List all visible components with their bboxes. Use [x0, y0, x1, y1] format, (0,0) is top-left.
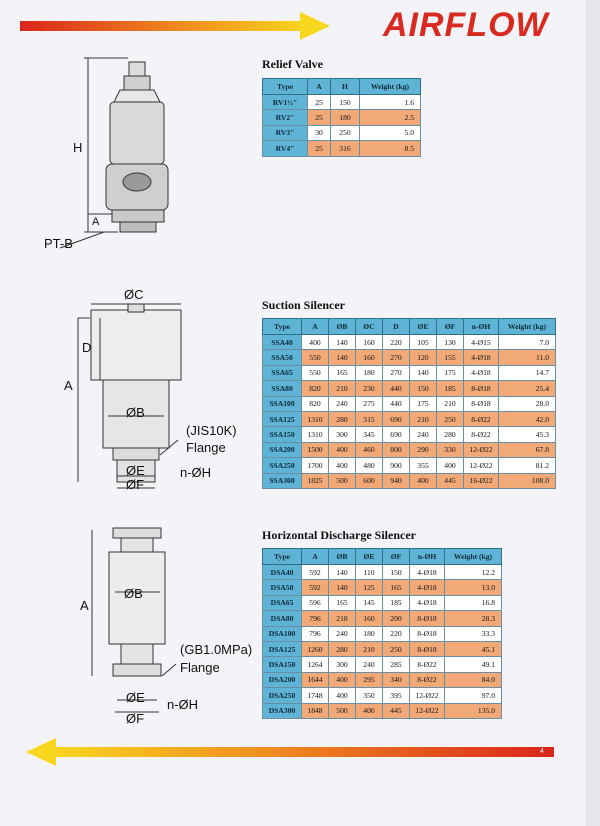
- table-cell: 8.5: [360, 141, 421, 156]
- table-row: [263, 125, 421, 140]
- table-cell: 460: [356, 442, 383, 457]
- table-row: [263, 95, 421, 110]
- table-cell: 210: [410, 411, 437, 426]
- table-cell: 220: [383, 626, 410, 641]
- type-cell: SSA100: [263, 396, 302, 411]
- type-cell: SSA300: [263, 473, 302, 488]
- table-cell: 592: [302, 580, 329, 595]
- table-cell: 7.0: [499, 335, 556, 350]
- table-cell: 395: [383, 688, 410, 703]
- table-cell: 240: [329, 626, 356, 641]
- table-cell: 150: [410, 381, 437, 396]
- suction-silencer-table: [262, 318, 556, 489]
- table-cell: 592: [302, 565, 329, 580]
- column-header: n-ØH: [410, 549, 445, 565]
- table-cell: 12.2: [445, 565, 502, 580]
- table-cell: 1310: [302, 411, 329, 426]
- table-cell: 290: [410, 442, 437, 457]
- table-cell: 8-Ø22: [410, 672, 445, 687]
- table-cell: 14.7: [499, 365, 556, 380]
- table-cell: 8-Ø22: [410, 657, 445, 672]
- table-cell: 600: [356, 473, 383, 488]
- column-header: Type: [263, 549, 302, 565]
- table-cell: 940: [383, 473, 410, 488]
- table-row: [263, 365, 556, 380]
- type-cell: RV2": [263, 110, 308, 125]
- discharge-silencer-title: Horizontal Discharge Silencer: [262, 528, 416, 542]
- table-cell: 400: [329, 688, 356, 703]
- table-cell: 1644: [302, 672, 329, 687]
- suction-silencer-drawing: [78, 304, 181, 488]
- table-cell: 480: [356, 458, 383, 473]
- type-cell: DSA65: [263, 595, 302, 610]
- table-cell: 12-Ø22: [410, 703, 445, 718]
- table-cell: 690: [383, 427, 410, 442]
- dim-nh-label: n-ØH: [180, 465, 212, 480]
- table-cell: 165: [329, 365, 356, 380]
- table-cell: 1260: [302, 641, 329, 656]
- table-cell: 400: [356, 703, 383, 718]
- dim-a-label: A: [64, 378, 73, 393]
- dim-b-label: ØB: [124, 586, 143, 601]
- type-cell: SSA250: [263, 458, 302, 473]
- table-row: [263, 427, 556, 442]
- type-cell: RV3": [263, 125, 308, 140]
- table-cell: 25: [308, 110, 331, 125]
- table-cell: 400: [410, 473, 437, 488]
- table-cell: 8-Ø22: [464, 427, 499, 442]
- table-cell: 49.1: [445, 657, 502, 672]
- type-cell: RV4": [263, 141, 308, 156]
- table-cell: 108.0: [499, 473, 556, 488]
- table-row: [263, 411, 556, 426]
- table-cell: 160: [356, 335, 383, 350]
- table-cell: 110: [356, 565, 383, 580]
- table-cell: 145: [356, 595, 383, 610]
- table-row: [263, 641, 502, 656]
- table-cell: 400: [302, 335, 329, 350]
- discharge-silencer-table: [262, 548, 502, 719]
- table-row: [263, 110, 421, 125]
- type-cell: DSA80: [263, 611, 302, 626]
- column-header: Weight (kg): [445, 549, 502, 565]
- table-cell: 345: [356, 427, 383, 442]
- table-cell: 445: [383, 703, 410, 718]
- table-cell: 280: [329, 641, 356, 656]
- suction-silencer-title: Suction Silencer: [262, 298, 345, 312]
- table-cell: 796: [302, 626, 329, 641]
- table-header-row: [263, 549, 502, 565]
- table-cell: 2.5: [360, 110, 421, 125]
- table-cell: 300: [329, 657, 356, 672]
- table-cell: 140: [329, 350, 356, 365]
- table-cell: 25.4: [499, 381, 556, 396]
- dim-e-label: ØE: [126, 690, 145, 705]
- brand-logo: AIRFLOW: [383, 6, 549, 44]
- table-cell: 500: [329, 473, 356, 488]
- type-cell: SSA80: [263, 381, 302, 396]
- column-header: Type: [263, 319, 302, 335]
- table-cell: 25: [308, 141, 331, 156]
- table-cell: 350: [356, 688, 383, 703]
- table-cell: 355: [410, 458, 437, 473]
- type-cell: DSA125: [263, 641, 302, 656]
- table-cell: 315: [356, 411, 383, 426]
- table-cell: 30: [308, 125, 331, 140]
- type-cell: DSA100: [263, 626, 302, 641]
- table-cell: 1500: [302, 442, 329, 457]
- table-cell: 280: [437, 427, 464, 442]
- column-header: ØF: [383, 549, 410, 565]
- type-cell: DSA40: [263, 565, 302, 580]
- table-cell: 285: [383, 657, 410, 672]
- table-cell: 550: [302, 350, 329, 365]
- table-cell: 796: [302, 611, 329, 626]
- dim-a-label: A: [92, 216, 100, 228]
- table-row: [263, 580, 502, 595]
- table-cell: 240: [410, 427, 437, 442]
- type-cell: SSA150: [263, 427, 302, 442]
- table-cell: 140: [410, 365, 437, 380]
- table-cell: 218: [329, 611, 356, 626]
- table-cell: 4-Ø18: [410, 595, 445, 610]
- type-cell: SSA50: [263, 350, 302, 365]
- column-header: ØC: [356, 319, 383, 335]
- table-cell: 316: [331, 141, 360, 156]
- table-cell: 270: [383, 365, 410, 380]
- table-cell: 12-Ø22: [464, 442, 499, 457]
- type-cell: SSA200: [263, 442, 302, 457]
- table-cell: 4-Ø18: [410, 565, 445, 580]
- dim-b-label: ØB: [126, 405, 145, 420]
- type-cell: DSA300: [263, 703, 302, 718]
- table-cell: 210: [437, 396, 464, 411]
- column-header: A: [302, 319, 329, 335]
- table-cell: 400: [437, 458, 464, 473]
- table-cell: 200: [383, 611, 410, 626]
- table-cell: 165: [329, 595, 356, 610]
- table-cell: 175: [410, 396, 437, 411]
- table-cell: 8-Ø18: [410, 611, 445, 626]
- column-header: ØE: [356, 549, 383, 565]
- table-cell: 130: [437, 335, 464, 350]
- table-cell: 240: [329, 396, 356, 411]
- table-cell: 820: [302, 381, 329, 396]
- dim-f-label: ØF: [126, 477, 145, 492]
- table-cell: 295: [356, 672, 383, 687]
- type-cell: SSA65: [263, 365, 302, 380]
- table-cell: 210: [329, 381, 356, 396]
- table-cell: 81.2: [499, 458, 556, 473]
- table-cell: 165: [383, 580, 410, 595]
- table-cell: 125: [356, 580, 383, 595]
- table-row: [263, 657, 502, 672]
- table-cell: 4-Ø18: [410, 580, 445, 595]
- column-header: ØF: [437, 319, 464, 335]
- table-cell: 5.0: [360, 125, 421, 140]
- table-cell: 1310: [302, 427, 329, 442]
- table-cell: 8-Ø18: [410, 641, 445, 656]
- table-cell: 1264: [302, 657, 329, 672]
- flange-label: Flange: [180, 660, 220, 675]
- table-row: [263, 688, 502, 703]
- table-row: [263, 473, 556, 488]
- table-cell: 690: [383, 411, 410, 426]
- table-cell: 400: [329, 458, 356, 473]
- table-cell: 230: [356, 381, 383, 396]
- table-cell: 8-Ø22: [464, 411, 499, 426]
- table-cell: 275: [356, 396, 383, 411]
- table-cell: 140: [329, 580, 356, 595]
- table-cell: 8-Ø18: [464, 381, 499, 396]
- table-row: [263, 611, 502, 626]
- table-cell: 440: [383, 381, 410, 396]
- flange-standard-label: (GB1.0MPa): [180, 642, 253, 657]
- table-cell: 8-Ø18: [464, 396, 499, 411]
- table-cell: 11.0: [499, 350, 556, 365]
- table-cell: 42.0: [499, 411, 556, 426]
- table-row: [263, 626, 502, 641]
- table-cell: 820: [302, 396, 329, 411]
- table-row: [263, 350, 556, 365]
- table-cell: 180: [331, 110, 360, 125]
- table-cell: 1.6: [360, 95, 421, 110]
- type-cell: RV1½": [263, 95, 308, 110]
- table-cell: 150: [331, 95, 360, 110]
- type-cell: DSA150: [263, 657, 302, 672]
- column-header: ØB: [329, 549, 356, 565]
- table-cell: 28.0: [499, 396, 556, 411]
- table-cell: 4-Ø18: [464, 365, 499, 380]
- table-cell: 330: [437, 442, 464, 457]
- pt-b-label: PT-B: [44, 236, 73, 251]
- table-cell: 596: [302, 595, 329, 610]
- table-cell: 33.3: [445, 626, 502, 641]
- table-cell: 28.3: [445, 611, 502, 626]
- table-cell: 155: [437, 350, 464, 365]
- table-cell: 340: [383, 672, 410, 687]
- column-header: A: [308, 79, 331, 95]
- column-header: ØE: [410, 319, 437, 335]
- table-cell: 13.0: [445, 580, 502, 595]
- column-header: n-ØH: [464, 319, 499, 335]
- column-header: H: [331, 79, 360, 95]
- dim-f-label: ØF: [126, 711, 145, 726]
- type-cell: DSA50: [263, 580, 302, 595]
- column-header: Weight (kg): [499, 319, 556, 335]
- table-cell: 270: [383, 350, 410, 365]
- column-header: D: [383, 319, 410, 335]
- dim-nh-label: n-ØH: [167, 697, 199, 712]
- dim-c-label: ØC: [124, 287, 144, 302]
- table-cell: 250: [331, 125, 360, 140]
- table-cell: 25: [308, 95, 331, 110]
- flange-standard-label: (JIS10K): [186, 423, 237, 438]
- column-header: Weight (kg): [360, 79, 421, 95]
- table-cell: 180: [356, 626, 383, 641]
- table-cell: 8-Ø18: [410, 626, 445, 641]
- table-cell: 175: [437, 365, 464, 380]
- footer-arrow: [26, 738, 554, 766]
- table-cell: 1825: [302, 473, 329, 488]
- table-cell: 4-Ø18: [464, 350, 499, 365]
- table-cell: 445: [437, 473, 464, 488]
- table-cell: 67.8: [499, 442, 556, 457]
- table-header-row: [263, 319, 556, 335]
- table-cell: 140: [329, 565, 356, 580]
- column-header: ØB: [329, 319, 356, 335]
- table-cell: 280: [329, 411, 356, 426]
- table-row: [263, 565, 502, 580]
- table-cell: 97.0: [445, 688, 502, 703]
- table-cell: 440: [383, 396, 410, 411]
- table-cell: 120: [410, 350, 437, 365]
- table-cell: 800: [383, 442, 410, 457]
- table-row: [263, 381, 556, 396]
- table-cell: 210: [356, 641, 383, 656]
- type-cell: DSA250: [263, 688, 302, 703]
- table-cell: 45.1: [445, 641, 502, 656]
- table-cell: 160: [356, 350, 383, 365]
- table-cell: 900: [383, 458, 410, 473]
- table-row: [263, 672, 502, 687]
- dim-a-label: A: [80, 598, 89, 613]
- table-cell: 300: [329, 427, 356, 442]
- table-cell: 250: [383, 641, 410, 656]
- table-cell: 185: [437, 381, 464, 396]
- column-header: Type: [263, 79, 308, 95]
- table-cell: 240: [356, 657, 383, 672]
- table-cell: 1700: [302, 458, 329, 473]
- table-row: [263, 703, 502, 718]
- table-row: [263, 595, 502, 610]
- table-cell: 1748: [302, 688, 329, 703]
- table-row: [263, 458, 556, 473]
- table-row: [263, 141, 421, 156]
- table-cell: 16-Ø22: [464, 473, 499, 488]
- type-cell: SSA125: [263, 411, 302, 426]
- table-cell: 84.0: [445, 672, 502, 687]
- table-cell: 45.3: [499, 427, 556, 442]
- type-cell: DSA200: [263, 672, 302, 687]
- table-row: [263, 396, 556, 411]
- table-cell: 400: [329, 442, 356, 457]
- table-cell: 16.8: [445, 595, 502, 610]
- table-cell: 400: [329, 672, 356, 687]
- table-row: [263, 442, 556, 457]
- column-header: A: [302, 549, 329, 565]
- relief-valve-table: [262, 78, 421, 157]
- table-cell: 185: [383, 595, 410, 610]
- table-cell: 12-Ø22: [410, 688, 445, 703]
- table-cell: 250: [437, 411, 464, 426]
- table-cell: 1848: [302, 703, 329, 718]
- table-cell: 220: [383, 335, 410, 350]
- dim-e-label: ØE: [126, 463, 145, 478]
- table-cell: 150: [383, 565, 410, 580]
- table-cell: 180: [356, 365, 383, 380]
- flange-label: Flange: [186, 440, 226, 455]
- table-cell: 550: [302, 365, 329, 380]
- table-row: [263, 335, 556, 350]
- table-cell: 160: [356, 611, 383, 626]
- table-cell: 105: [410, 335, 437, 350]
- table-cell: 4-Ø15: [464, 335, 499, 350]
- header-arrow: [20, 12, 330, 40]
- table-cell: 12-Ø22: [464, 458, 499, 473]
- dim-d-label: D: [82, 340, 92, 355]
- relief-valve-title: Relief Valve: [262, 57, 323, 71]
- discharge-silencer-drawing: [92, 528, 176, 712]
- table-cell: 135.0: [445, 703, 502, 718]
- type-cell: SSA40: [263, 335, 302, 350]
- page-number: 4: [540, 748, 544, 755]
- table-cell: 140: [329, 335, 356, 350]
- table-cell: 500: [329, 703, 356, 718]
- table-header-row: [263, 79, 421, 95]
- dim-h-label: H: [73, 140, 83, 155]
